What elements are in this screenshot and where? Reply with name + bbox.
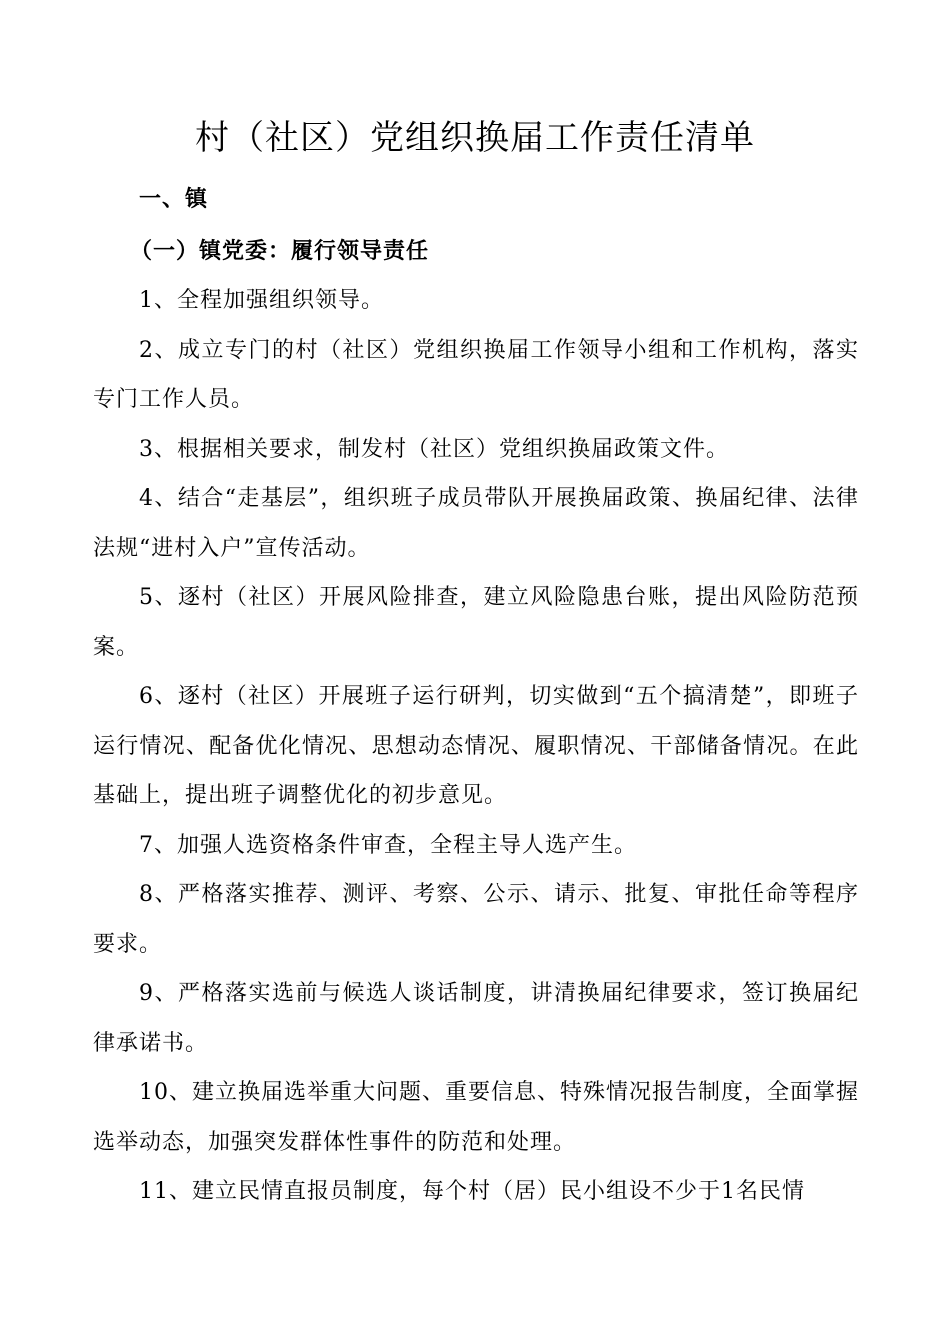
list-item: 4、结合“走基层”，组织班子成员带队开展换届政策、换届纪律、法律法规“进村入户”宣传活动。: [93, 486, 859, 561]
document-title: 村（社区）党组织换届工作责任清单: [195, 118, 755, 158]
list-item: 1、全程加强组织领导。: [139, 288, 384, 313]
section-heading: 一、镇: [139, 187, 209, 212]
subsection-heading: （一）镇党委：履行领导责任: [130, 239, 430, 264]
list-item: 2、成立专门的村（社区）党组织换届工作领导小组和工作机构，落实专门工作人员。: [93, 337, 859, 412]
list-item: 9、严格落实选前与候选人谈话制度，讲清换届纪律要求，签订换届纪律承诺书。: [93, 981, 859, 1056]
list-item: 3、根据相关要求，制发村（社区）党组织换届政策文件。: [139, 436, 729, 462]
list-item: 8、严格落实推荐、测评、考察、公示、请示、批复、审批任命等程序要求。: [93, 882, 859, 957]
list-item: 5、逐村（社区）开展风险排查，建立风险隐患台账，提出风险防范预案。: [93, 585, 859, 660]
list-item: 10、建立换届选举重大问题、重要信息、特殊情况报告制度，全面掌握选举动态，加强突发群体性事件的防范和处理。: [93, 1080, 859, 1155]
list-item: 11、建立民情直报员制度，每个村（居）民小组设不少于1名民情: [139, 1179, 805, 1204]
list-item: 6、逐村（社区）开展班子运行研判，切实做到“五个搞清楚”，即班子运行情况、配备优化情况、思想动态情况、履职情况、干部储备情况。在此基础上，提出班子调整优化的初步意见。: [93, 684, 859, 808]
document-body: [93, 176, 859, 1217]
list-item: 7、加强人选资格条件审查，全程主导人选产生。: [139, 832, 637, 858]
